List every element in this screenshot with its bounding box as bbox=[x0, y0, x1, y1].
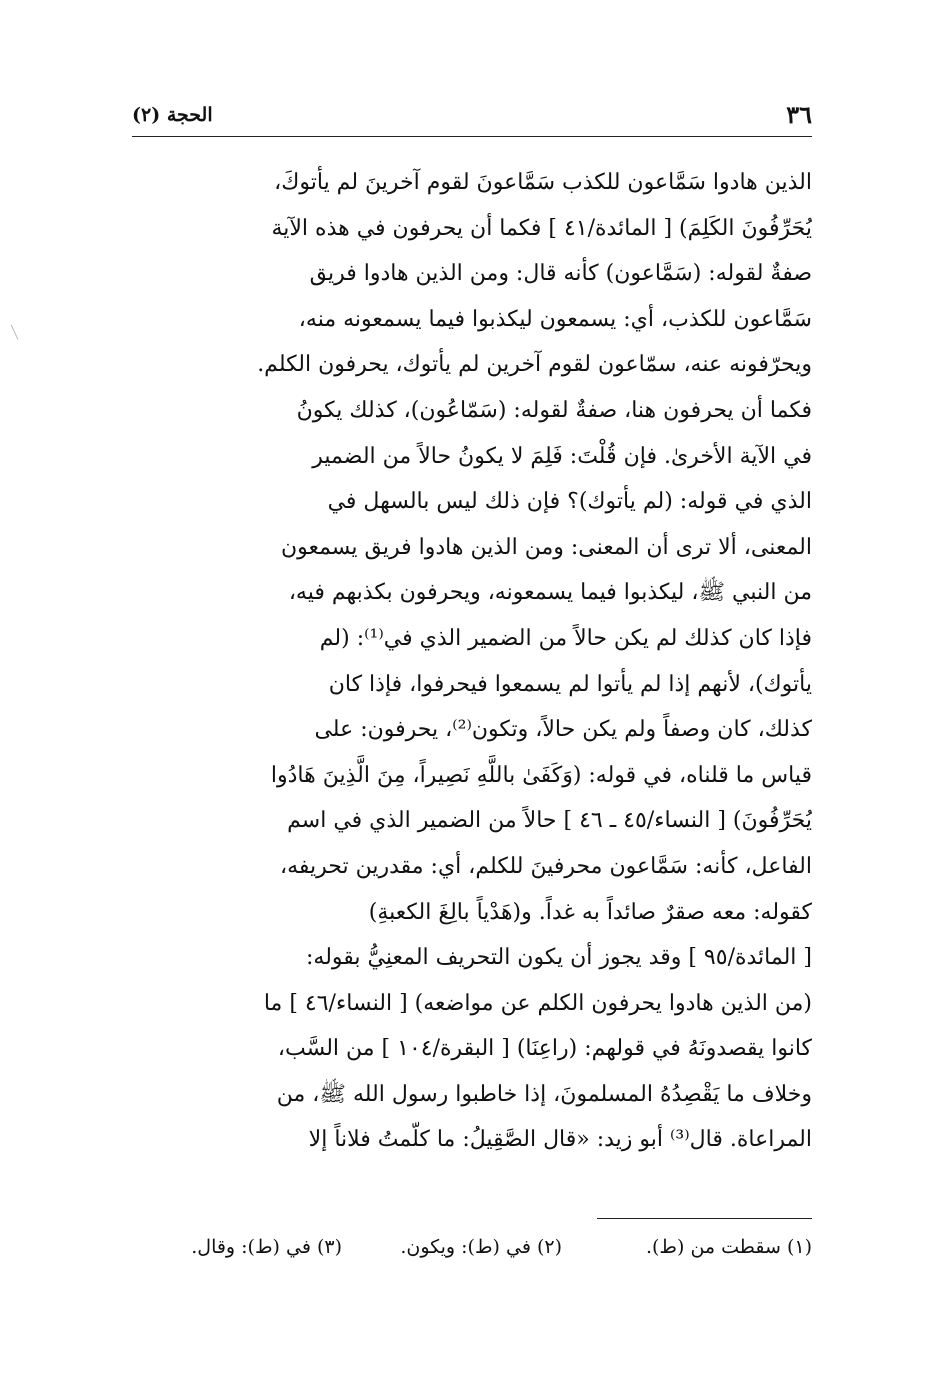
main-text bbox=[132, 160, 812, 1163]
text-line: يأتوك)، لأنهم إذا لم يأتوا لم يسمعوا فيحرفوا، فإذا كان bbox=[328, 671, 812, 697]
text-line: من النبي ﷺ، ليكذبوا فيما يسمعونه، ويحرفون بكذبهم فيه، bbox=[288, 580, 812, 606]
text-line: الذين هادوا سَمَّاعون للكذب سَمَّاعونَ لقوم آخرينَ لم يأتوكَ، bbox=[274, 170, 812, 195]
text-line: (من الذين هادوا يحرفون الكلم عن مواضعه) [ النساء/٤٦ ] ما bbox=[263, 990, 812, 1016]
text-line: فإذا كان كذلك لم يكن حالاً من الضمير الذي في⁽¹⁾: (لم bbox=[319, 625, 812, 651]
text-line: صفةٌ لقوله: (سَمَّاعون) كأنه قال: ومن الذين هادوا فريق bbox=[309, 261, 812, 287]
margin-mark bbox=[11, 325, 19, 340]
text-line: كانوا يقصدونَهُ في قولهم: (راعِنَا) [ البقرة/١٠٤ ] من السَّب، bbox=[277, 1036, 812, 1062]
text-line: يُحَرِّفُونَ الكَلِمَ) [ المائدة/٤١ ] فكما أن يحرفون في هذه الآية bbox=[271, 215, 812, 241]
text-line: سَمَّاعون للكذب، أي: يسمعون ليكذبوا فيما يسمعونه منه، bbox=[298, 306, 812, 332]
text-line: الفاعل، كأنه: سَمَّاعون محرفينَ للكلم، أي: مقدرين تحريفه، bbox=[280, 853, 812, 879]
footnote-3: (٣) في (ط): وقال. bbox=[191, 1236, 342, 1258]
text-line: كقوله: معه صقرٌ صائداً به غداً. و(هَدْياً بالِغَ الكعبةِ) bbox=[368, 899, 812, 925]
text-line: في الآية الأخرىٰ. فإن قُلْتَ: فَلِمَ لا يكونُ حالاً من الضمير bbox=[312, 443, 812, 469]
text-line: وخلاف ما يَقْصِدُهُ المسلمونَ، إذا خاطبوا رسول الله ﷺ، من bbox=[276, 1081, 812, 1107]
footnote-divider bbox=[597, 1218, 812, 1219]
text-line: [ المائدة/٩٥ ] وقد يجوز أن يكون التحريف المعنِيُّ بقوله: bbox=[305, 945, 812, 971]
text-line: الذي في قوله: (لم يأتوك)؟ فإن ذلك ليس بالسهل في bbox=[327, 489, 812, 515]
text-line: ويحرّفونه عنه، سمّاعون لقوم آخرين لم يأتوك، يحرفون الكلم. bbox=[257, 352, 812, 378]
text-line: المعنى، ألا ترى أن المعنى: ومن الذين هادوا فريق يسمعون bbox=[280, 534, 812, 560]
page-number: ٣٦ bbox=[786, 100, 812, 129]
text-line: المراعاة. قال⁽³⁾ أبو زيد: «قال الصَّقِيلُ: ما كلّمتُ فلاناً إلا bbox=[308, 1127, 812, 1153]
running-title: الحجة (٢) bbox=[132, 104, 213, 126]
footnotes bbox=[132, 1236, 812, 1270]
page-header bbox=[132, 100, 812, 134]
text-line: فكما أن يحرفون هنا، صفةٌ لقوله: (سَمّاعُون)، كذلك يكونُ bbox=[296, 397, 812, 423]
text-line: قياس ما قلناه، في قوله: (وَكَفَىٰ باللَّهِ نَصِيراً، مِنَ الَّذِينَ هَادُوا bbox=[270, 762, 812, 788]
text-line: يُحَرِّفُونَ) [ النساء/٤٥ ـ ٤٦ ] حالاً من الضمير الذي في اسم bbox=[287, 808, 812, 834]
footnote-2: (٢) في (ط): ويكون. bbox=[400, 1236, 562, 1258]
text-line: كذلك، كان وصفاً ولم يكن حالاً، وتكون⁽²⁾، يحرفون: على bbox=[314, 717, 812, 743]
footnote-1: (١) سقطت من (ط). bbox=[645, 1236, 812, 1258]
header-divider bbox=[132, 136, 812, 137]
